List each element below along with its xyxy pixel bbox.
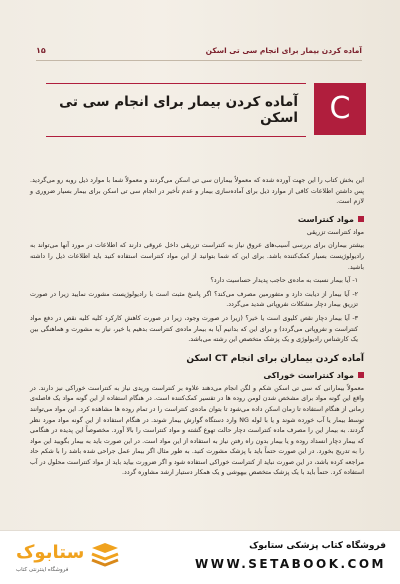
running-head <box>36 38 362 61</box>
book-stack-icon <box>90 542 120 568</box>
injection-subheading: مواد کنتراست تزریقی <box>306 228 364 236</box>
oral-heading: مواد کنتراست خوراکی <box>263 369 354 380</box>
question-item: ۲- آیا بیمار از دیابت دارد و متفورمین مصرف می‌کند؟ اگر پاسخ مثبت است با رادیولوژیست مشورت نمایید زیرا در صورت تزریق بیمار دچار مشکلات نفروپاتی شدید می‌گردد. <box>30 290 358 309</box>
body-text <box>30 176 364 482</box>
chapter-title-frame <box>46 83 306 137</box>
question-item: ۱- آیا بیمار نسبت به ماده‌ی حاجب پدیدار حساسیت دارد؟ <box>210 277 358 285</box>
logo-tagline: فروشگاه اینترنتی کتاب <box>16 567 69 573</box>
store-url-link[interactable]: WWW.SETABOOK.COM <box>194 557 386 571</box>
heading-marker <box>358 216 364 222</box>
section-heading-ct-prep: آماده کردن بیماران برای انجام CT اسکن <box>186 353 364 364</box>
chapter-letter: C <box>329 91 351 126</box>
setabook-logo[interactable] <box>14 539 124 577</box>
question-list <box>30 276 364 346</box>
chapter-letter-box <box>314 83 366 135</box>
chapter-title: آماده کردن بیمار برای انجام سی تی اسکن <box>59 94 298 126</box>
store-footer <box>0 530 400 584</box>
chapter-header <box>46 83 366 135</box>
contrast-heading: مواد کنتراست <box>297 213 354 224</box>
logo-wordmark: ستابوک <box>16 542 85 563</box>
section-heading-contrast <box>30 214 364 224</box>
intro-paragraph: این بخش کتاب را این جهت آورده شده که معمولاً بیماران سی تی اسکن می‌گردند و معمولاً شما با موارد ذیل روبه رو می‌گردید. پس داشتن اطلاعات کافی از موارد ذیل برای آماده‌سازی بیمار و عدم تأخیر در انجام سی تی اسکن برای بیمار بسیار ضروری و لازم است. <box>30 177 364 206</box>
heading-marker <box>358 372 364 378</box>
injection-paragraph: بیشتر بیماران برای بررسی آسیب‌های عروق نیاز به کنتراست تزریقی داخل عروقی دارند که اطلاعات در مورد آنها می‌تواند به رادیولوژیست بسیار کمک‌کننده باشد. برای این که شما بتوانید از این مواد کنتراست استفاده کنید باید اطلاعات ذیل را داشته باشید. <box>30 242 364 271</box>
oral-paragraph: معمولاً بیمارانی که سی تی اسکن شکم و لگن انجام می‌دهند علاوه بر کنتراست وریدی نیاز به کنتراست خوراکی نیز دارند. در واقع این گونه مواد برای مشخص شدن لومن روده ها در تفسیر کمک‌کننده است. در هنگام استفاده از این گونه مواد یک فاصله‌ی زمانی از هنگام استفاده تا زمان اسکن داده می‌شود تا بتوان ماده‌ی کنتراست را در تمام روده ها مشاهده کرد. این مواد می‌توانند توسط بیمار یا آب خورده شوند و یا با لوله NG وارد دستگاه گوارش بیمار شوند. در هنگام استفاده از این گونه مواد مورد نظر گردند. به بیمار این را مصرف ماده کنتراست دچار حالت تهوع گشته و مواد کنتراست را بالا آورد. مخصوصاً این پدیده در هنگامی که بیمار دچار انسداد روده و یا بیمار بدون راه رفتن نیاز به استفاده از این مواد است. در این صورت باید به بیمار بگویید این مواد را به تدریج بخورد. در این صورت حتماً باید با پزشک مشورت کنید. به طور مثال اگر بیمار عمل جراحی شده باشد را با شکم حاد مراجعه کرده باشد، در این صورت نباید از کنتراست خوراکی استفاده شود و اگر ضرورت بیاید باید از مواد کنتراست محلول در آب استفاده کرد. حتماً باید با یک پزشک متخصص بیهوشی و یک همکار دستیار ارشد مشاوره گردد. <box>30 384 364 477</box>
footer-brand <box>195 541 386 571</box>
running-head-title: آماده کردن بیمار برای انجام سی تی اسکن <box>205 46 362 55</box>
question-item: ۳- آیا بیمار دچار نقص کلیوی است یا خیر؟ (زیرا در صورت وجود، زیرا در صورت کاهش کارکرد کلیه کلیه نقص در دفع مواد کنتراست و نفروپاتی می‌گردد) و برای این که بدانیم آیا به بیمار ماده‌ی کنتراست بدهیم یا خیر، نیاز به مشورت و هماهنگی بین یک کارشناس رادیولوژی و یک پزشک متخصص این رشته می‌باشد. <box>30 314 358 344</box>
section-heading-oral <box>30 370 364 380</box>
store-name: فروشگاه کتاب پزشکی ستابوک <box>249 541 386 551</box>
page-number: ۱۵ <box>36 46 46 55</box>
